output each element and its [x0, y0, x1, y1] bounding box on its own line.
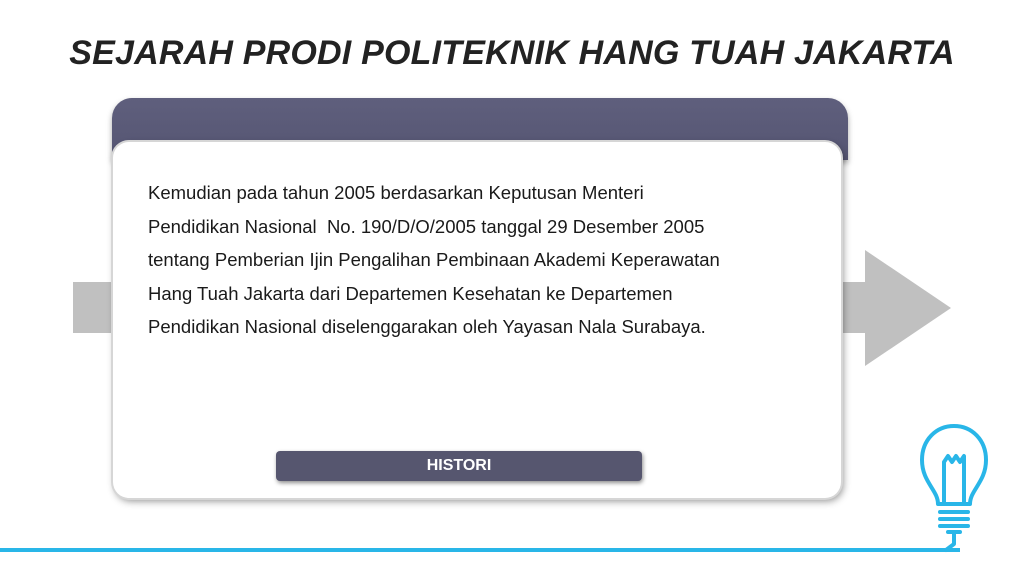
card-text-line: Pendidikan Nasional No. 190/D/O/2005 tanggal 29 Desember 2005 [148, 215, 705, 237]
card-text-line: Kemudian pada tahun 2005 berdasarkan Keputusan Menteri [148, 182, 644, 203]
lightbulb-icon [912, 418, 996, 558]
card-text-line: Pendidikan Nasional diselenggarakan oleh Yayasan Nala Surabaya. [148, 316, 706, 337]
card-text [148, 176, 828, 344]
card-text-line: tentang Pemberian Ijin Pengalihan Pembinaan Akademi Keperawatan [148, 249, 720, 270]
card-text-line: Hang Tuah Jakarta dari Departemen Kesehatan ke Departemen [148, 282, 673, 304]
bottom-accent-line [0, 548, 960, 552]
histori-button[interactable]: HISTORI [276, 451, 642, 481]
arrow-head [865, 250, 951, 366]
slide-title: SEJARAH PRODI POLITEKNIK HANG TUAH JAKARTA [69, 34, 955, 72]
